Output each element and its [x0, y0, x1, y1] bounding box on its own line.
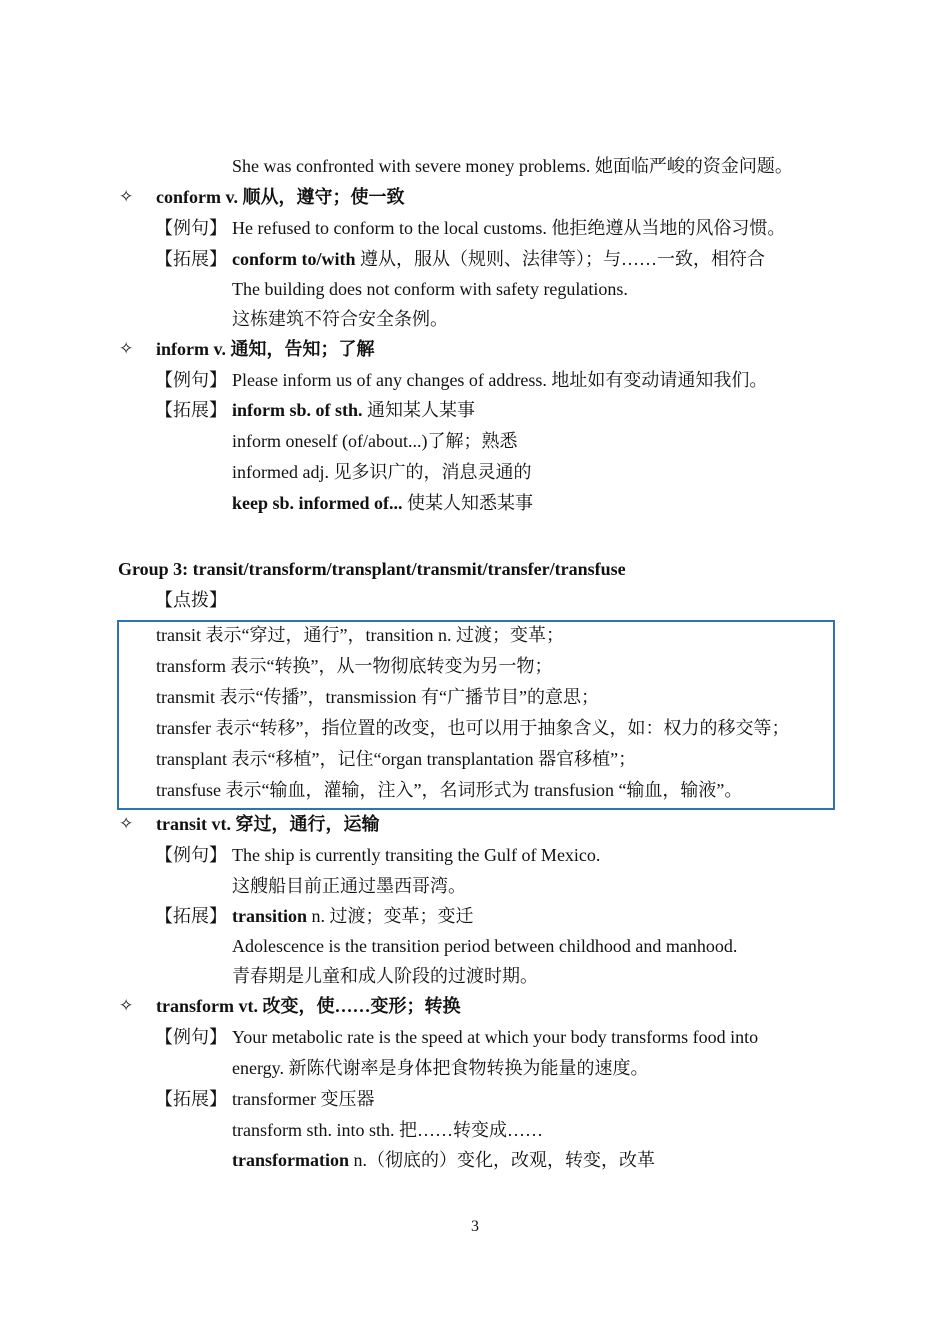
example-label: 【例句】: [155, 370, 227, 390]
hint-note: transfer 表示“转移”，指位置的改变，也可以用于抽象含义，如：权力的移交等；: [156, 718, 790, 738]
entry-conform-headword: conform v. 顺从，遵守；使一致: [156, 187, 405, 207]
transit-example-en: The ship is currently transiting the Gulf of Mexico.: [232, 845, 601, 865]
conform-ext-gloss: 遵从，服从（规则、法律等）；与……一致，相符合: [355, 249, 765, 269]
hint-note: transit 表示“穿过，通行”，transition n. 过渡；变革；: [156, 625, 564, 645]
conform-example: He refused to conform to the local customs. 他拒绝遵从当地的风俗习惯。: [232, 218, 786, 238]
hint-note: transform 表示“转换”，从一物彻底转变为另一物；: [156, 656, 553, 676]
inform-ext-line4-phrase: keep sb. informed of...: [232, 493, 403, 513]
conform-ext-sentence-en: The building does not conform with safety regulations.: [232, 279, 628, 299]
entry-transform-headword: transform vt. 改变，使……变形；转换: [156, 996, 461, 1016]
transit-ext-sentence-en: Adolescence is the transition period between childhood and manhood.: [232, 936, 738, 956]
bullet-diamond-icon: ✧: [119, 339, 134, 358]
conform-extension: [232, 247, 765, 271]
transform-ext-line2: transform sth. into sth. 把……转变成……: [232, 1120, 543, 1140]
entry-transit-headword: transit vt. 穿过，通行，运输: [156, 814, 380, 834]
inform-ext-phrase: inform sb. of sth.: [232, 400, 363, 420]
hint-note: transplant 表示“移植”，记住“organ transplantation 器官移植”；: [156, 749, 637, 769]
page-number: 3: [471, 1218, 479, 1235]
hint-label: 【点拨】: [155, 590, 227, 610]
inform-ext-line4-gloss: 使某人知悉某事: [402, 493, 533, 513]
extension-label: 【拓展】: [155, 1089, 227, 1109]
inform-ext-gloss: 通知某人某事: [362, 400, 476, 420]
example-label: 【例句】: [155, 1027, 227, 1047]
inform-ext-line3: informed adj. 见多识广的，消息灵通的: [232, 462, 532, 482]
inform-example: Please inform us of any changes of address. 地址如有变动请通知我们。: [232, 370, 768, 390]
transit-ext-sentence-zh: 青春期是儿童和成人阶段的过渡时期。: [232, 966, 538, 986]
inform-extension: [232, 398, 475, 422]
example-label: 【例句】: [155, 218, 227, 238]
entry-inform-headword: inform v. 通知，告知；了解: [156, 339, 375, 359]
conform-ext-phrase: conform to/with: [232, 249, 356, 269]
transit-example-zh: 这艘船目前正通过墨西哥湾。: [232, 876, 466, 896]
transform-ext-line3: [232, 1148, 655, 1172]
hint-note: transmit 表示“传播”，transmission 有“广播节目”的意思；: [156, 687, 599, 707]
transit-ext-gloss: n. 过渡；变革；变迁: [307, 906, 474, 926]
transform-ext-line1: transformer 变压器: [232, 1089, 375, 1109]
intro-example-sentence: She was confronted with severe money problems. 她面临严峻的资金问题。: [232, 156, 793, 176]
transform-example-line2: energy. 新陈代谢率是身体把食物转换为能量的速度。: [232, 1058, 649, 1078]
inform-ext-line4: [232, 491, 533, 515]
group-title: Group 3: transit/transform/transplant/transmit/transfer/transfuse: [118, 559, 626, 579]
transform-example-line1: Your metabolic rate is the speed at which your body transforms food into: [232, 1027, 759, 1047]
transit-extension: [232, 904, 474, 928]
bullet-diamond-icon: ✧: [119, 996, 134, 1015]
transit-ext-phrase: transition: [232, 906, 308, 926]
bullet-diamond-icon: ✧: [119, 814, 134, 833]
inform-ext-line2: inform oneself (of/about...)了解；熟悉: [232, 431, 518, 451]
example-label: 【例句】: [155, 845, 227, 865]
hint-note: transfuse 表示“输血，灌输，注入”，名词形式为 transfusion “输血，输液”。: [156, 780, 743, 800]
transform-ext-line3-gloss: n.（彻底的）变化，改观，转变，改革: [348, 1150, 655, 1170]
bullet-diamond-icon: ✧: [119, 187, 134, 206]
extension-label: 【拓展】: [155, 906, 227, 926]
transform-ext-line3-phrase: transformation: [232, 1150, 349, 1170]
extension-label: 【拓展】: [155, 249, 227, 269]
conform-ext-sentence-zh: 这栋建筑不符合安全条例。: [232, 309, 448, 329]
extension-label: 【拓展】: [155, 400, 227, 420]
